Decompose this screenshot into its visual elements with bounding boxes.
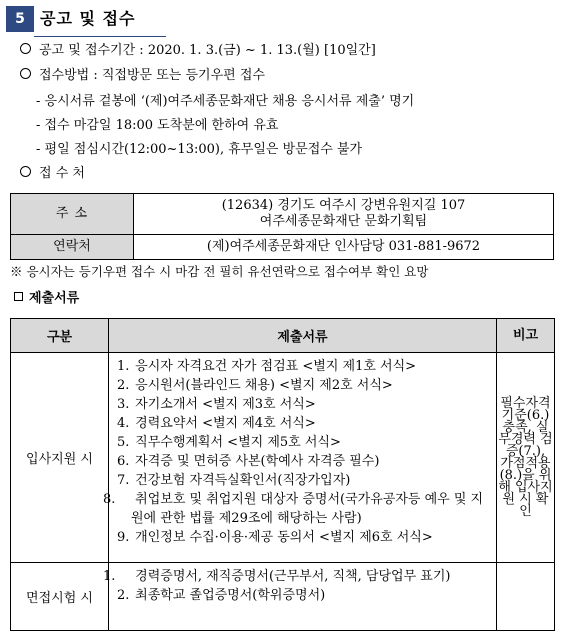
table-row: [11, 563, 555, 631]
address-value: [134, 194, 554, 235]
row-remark: 필수자격 기준(6.) 충족, 실무경력 검증(7.), 가점적용 (8.)을 위해 입사지원 시 확인: [497, 353, 555, 563]
address-label: 주 소: [11, 194, 134, 235]
header-category: 구분: [11, 319, 109, 353]
circle-bullet-icon: [20, 68, 31, 79]
table-row: [11, 353, 555, 563]
address-row: [11, 194, 554, 235]
header-documents: 제출서류: [109, 319, 497, 353]
docs-heading: [14, 290, 79, 308]
list-item: 2. 응시원서(블라인드 채용) <별지 제2호 서식>: [117, 378, 393, 393]
list-item: 3. 자기소개서 <별지 제3호 서식>: [117, 397, 316, 412]
list-item: 1. 응시자 자격요건 자가 점검표 <별지 제1호 서식>: [117, 359, 417, 374]
header-remarks: 비고: [497, 319, 555, 353]
row-items: [103, 563, 497, 631]
circle-bullet-icon: [20, 166, 31, 177]
section-title: 공고 및 접수: [40, 9, 136, 28]
list-item: 8. 취업보호 및 취업지원 대상자 증명서(국가유공자등 예우 및 지원에 관한 법률 제29조에 해당하는 사람): [103, 492, 484, 526]
bullet-period: [20, 42, 376, 60]
list-item: 5. 직무수행계획서 <별지 제5호 서식>: [117, 435, 341, 450]
row-category: 입사지원 시: [11, 353, 109, 563]
list-item: 9. 개인정보 수집·이용·제공 동의서 <별지 제6호 서식>: [117, 530, 433, 545]
contact-table: [10, 193, 554, 260]
list-item: 6. 자격증 및 면허증 사본(학예사 자격증 필수): [117, 454, 380, 469]
bullet-text: 접 수 처: [39, 166, 85, 181]
row-category: 면접시험 시: [11, 563, 109, 631]
list-item: 7. 건강보험 자격득실확인서(직장가입자): [117, 473, 351, 488]
section-underline: [34, 36, 166, 37]
docs-heading-text: 제출서류: [29, 291, 80, 306]
section-header: [6, 6, 156, 32]
section-number: 5: [6, 6, 34, 32]
bullet-place: [20, 165, 85, 183]
table-header-row: [11, 319, 555, 353]
list-item: 1. 경력증명서, 재직증명서(근무부서, 직책, 담당업무 표기): [103, 569, 451, 584]
sub-item: - 응시서류 겉봉에 ‘(제)여주세종문화재단 채용 응시서류 제출’ 명기: [36, 94, 415, 109]
list-item: 2. 최종학교 졸업증명서(학위증명서): [117, 588, 326, 603]
circle-bullet-icon: [20, 43, 31, 54]
list-item: 4. 경력요약서 <별지 제4호 서식>: [117, 416, 316, 431]
bullet-text: 접수방법 : 직접방문 또는 등기우편 접수: [39, 68, 265, 83]
address-line-1: (12634) 경기도 여주시 강변유원지길 107: [221, 198, 466, 213]
bullet-text: 공고 및 접수기간 : 2020. 1. 3.(금) ~ 1. 13.(월) [10일간]: [39, 43, 376, 58]
bullet-method: [20, 67, 265, 85]
documents-table: [10, 318, 555, 631]
row-items: [103, 353, 497, 563]
square-bullet-icon: [14, 292, 23, 301]
notice-text: ※ 응시자는 등기우편 접수 시 마감 전 필히 유선연락으로 접수여부 확인 요망: [10, 264, 429, 279]
row-remark: [497, 563, 555, 631]
contact-label: 연락처: [11, 235, 134, 260]
sub-item: - 접수 마감일 18:00 도착분에 한하여 유효: [36, 118, 279, 133]
address-line-2: 여주세종문화재단 문화기획팀: [259, 214, 428, 229]
contact-row: [11, 235, 554, 260]
contact-value: (제)여주세종문화재단 인사담당 031-881-9672: [134, 235, 554, 260]
sub-item: - 평일 점심시간(12:00~13:00), 휴무일은 방문접수 불가: [36, 142, 363, 157]
